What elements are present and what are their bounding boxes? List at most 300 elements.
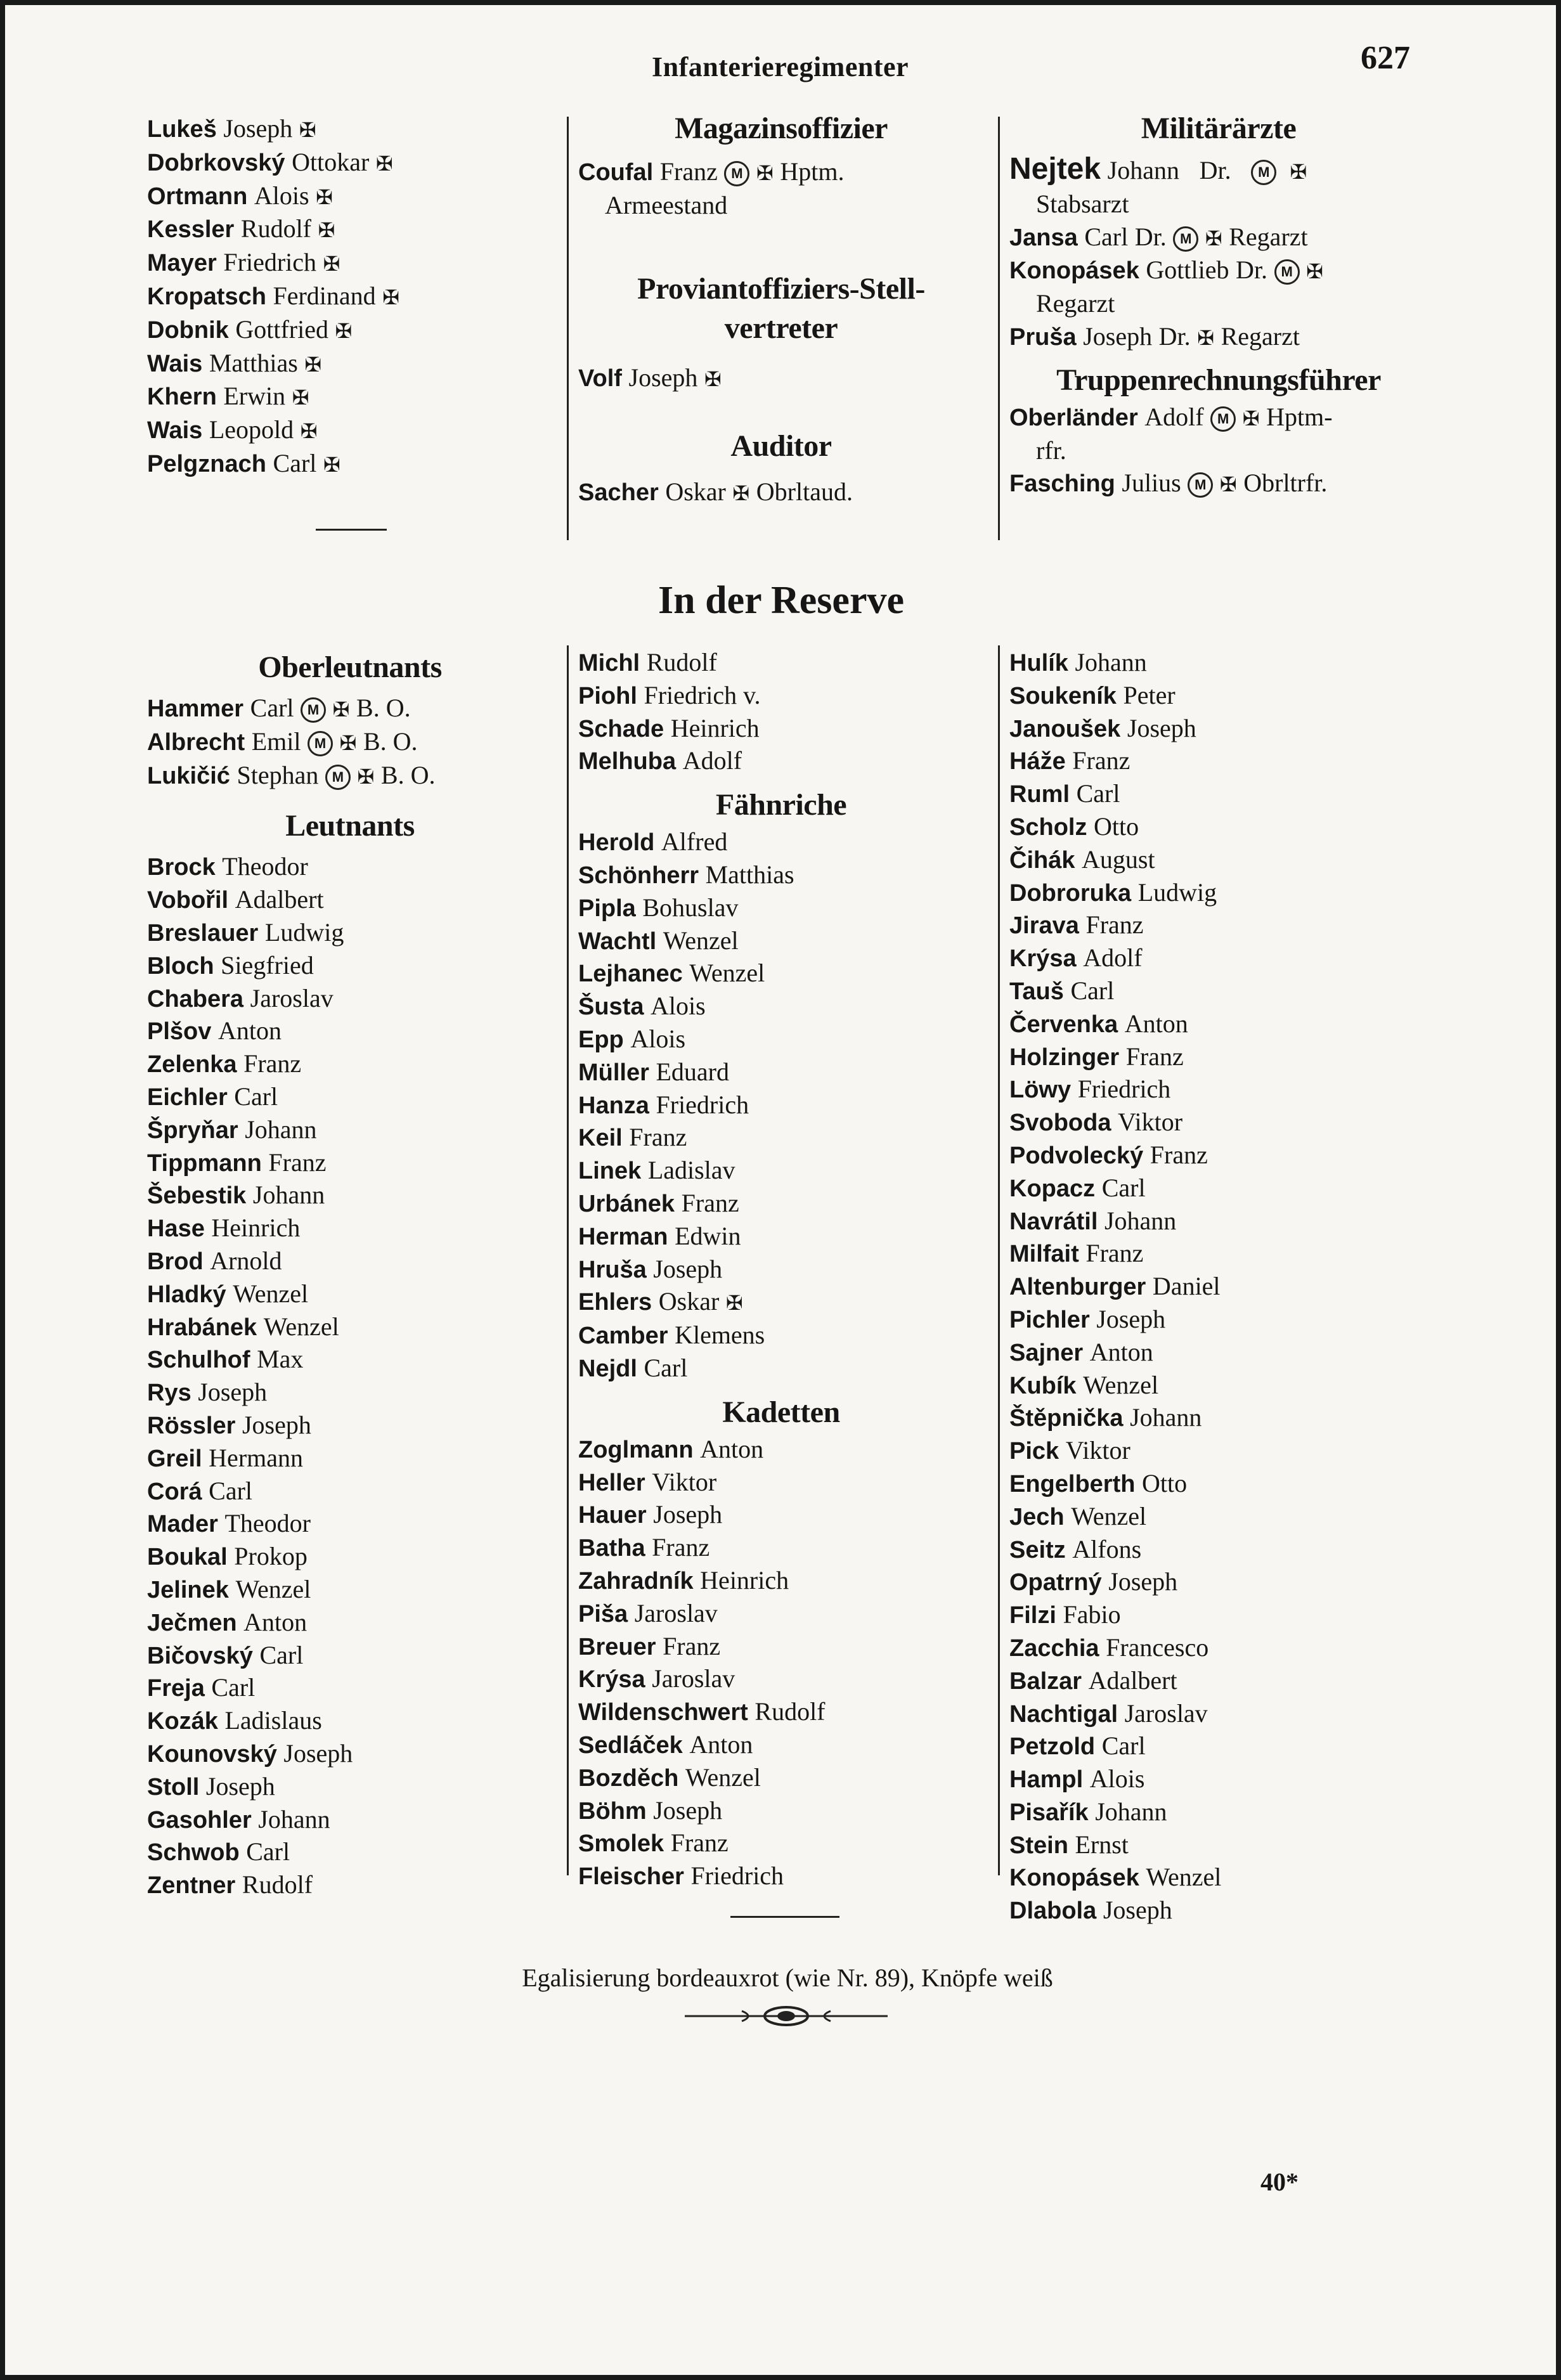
surname: Linek bbox=[578, 1158, 642, 1185]
given-name: Alfons bbox=[1072, 1534, 1142, 1563]
surname: Schwob bbox=[147, 1839, 240, 1866]
leutnants-list bbox=[147, 851, 553, 1902]
list-item bbox=[578, 859, 984, 892]
surname: Lukeš bbox=[147, 116, 217, 143]
surname: Dobnik bbox=[147, 316, 229, 344]
cross-icon: ✠ bbox=[1306, 259, 1323, 284]
list-item bbox=[147, 1376, 553, 1409]
given-name: Otto bbox=[1142, 1468, 1188, 1497]
surname: Piša bbox=[578, 1600, 628, 1627]
rechnung-entry-2: Fasching Julius M ✠ Obrltrfr. bbox=[1009, 469, 1328, 498]
surname: Urbánek bbox=[578, 1190, 675, 1217]
list-item bbox=[578, 1565, 984, 1598]
given-name: Klemens bbox=[675, 1321, 765, 1350]
list-item bbox=[578, 1187, 984, 1220]
list-item bbox=[1009, 1205, 1428, 1238]
surname: Hanza bbox=[578, 1092, 649, 1119]
list-item bbox=[578, 892, 984, 925]
given-name: Joseph bbox=[1108, 1567, 1178, 1596]
given-name: Carl bbox=[644, 1353, 688, 1382]
given-name: Ferdinand bbox=[273, 281, 376, 310]
given-name: Johann bbox=[1075, 648, 1147, 676]
rechnung-entry-1: Oberländer Adolf M ✠ Hptm- bbox=[1009, 402, 1333, 431]
surname: Dobrkovský bbox=[147, 149, 285, 176]
m-badge-icon: M bbox=[308, 731, 333, 756]
given-name: Joseph bbox=[1096, 1304, 1166, 1333]
given-name: Carl bbox=[250, 694, 294, 722]
surname: Tippmann bbox=[147, 1149, 262, 1177]
surname: Červenka bbox=[1009, 1011, 1118, 1038]
given-name: Franz bbox=[629, 1123, 687, 1152]
surname: Ruml bbox=[1009, 781, 1070, 808]
list-item bbox=[1009, 1106, 1428, 1139]
list-item bbox=[147, 280, 553, 314]
aerzte-entry-1-cont: Stabsarzt bbox=[1036, 189, 1129, 218]
given-name: Viktor bbox=[652, 1467, 717, 1496]
list-item bbox=[1009, 1599, 1428, 1632]
given-name: Rudolf bbox=[646, 648, 717, 676]
surname: Müller bbox=[578, 1059, 649, 1086]
given-name: Franz bbox=[1085, 910, 1144, 940]
given-name: Carl bbox=[1101, 1731, 1146, 1761]
surname: Camber bbox=[578, 1323, 668, 1350]
list-item bbox=[147, 983, 553, 1016]
surname: Bozděch bbox=[578, 1764, 679, 1792]
given-name: Adolf bbox=[1083, 943, 1143, 973]
surname: Brock bbox=[147, 854, 216, 881]
given-name: Johann bbox=[252, 1180, 325, 1210]
list-item bbox=[1009, 1698, 1428, 1731]
list-item bbox=[578, 925, 984, 958]
surname: Melhuba bbox=[578, 748, 677, 775]
surname: Filzi bbox=[1009, 1602, 1056, 1629]
surname: Hrabánek bbox=[147, 1314, 257, 1341]
reserve-heading: In der Reserve bbox=[658, 579, 904, 622]
given-name: Wenzel bbox=[685, 1762, 761, 1792]
list-item bbox=[147, 1705, 553, 1738]
surname: Wachtl bbox=[578, 928, 657, 955]
list-item bbox=[1009, 1041, 1428, 1074]
list-item bbox=[1009, 1501, 1428, 1534]
surname: Jelinek bbox=[147, 1576, 229, 1603]
surname: Herman bbox=[578, 1223, 668, 1250]
m-badge-icon: M bbox=[1173, 226, 1198, 252]
surname: Heller bbox=[578, 1469, 645, 1496]
surname: Hammer bbox=[147, 695, 244, 722]
list-item bbox=[1009, 1303, 1428, 1336]
list-item bbox=[1009, 1238, 1428, 1271]
list-item bbox=[147, 1738, 553, 1771]
given-name: Franz bbox=[1125, 1042, 1184, 1071]
surname: Hauer bbox=[578, 1502, 647, 1529]
section-heading-proviant-l2: vertreter bbox=[724, 311, 838, 345]
given-name: Gottfried bbox=[235, 314, 328, 344]
list-item bbox=[1009, 680, 1428, 713]
section-heading-militaeraerzte: Militärärzte bbox=[1141, 112, 1297, 145]
divider-top-left bbox=[567, 117, 569, 540]
list-item bbox=[147, 247, 553, 280]
aerzte-entry-1: Nejtek Johann Dr. M ✠ bbox=[1009, 152, 1307, 186]
kadetten-list bbox=[578, 1433, 984, 1893]
list-item bbox=[147, 1147, 553, 1180]
given-name: Ottokar bbox=[292, 147, 370, 176]
magazin-entry: Coufal Franz M ✠ Hptm. bbox=[578, 157, 845, 186]
cross-icon: ✠ bbox=[704, 366, 722, 391]
surname: Böhm bbox=[578, 1797, 647, 1825]
given-name: Ludwig bbox=[1137, 877, 1217, 907]
list-item bbox=[147, 213, 553, 247]
surname: Ortmann bbox=[147, 183, 248, 210]
surname: Opatrný bbox=[1009, 1569, 1102, 1596]
cross-icon: ✠ bbox=[339, 730, 357, 755]
surname: Krýsa bbox=[1009, 945, 1077, 973]
given-name: Friedrich v. bbox=[644, 680, 761, 709]
surname: Corá bbox=[147, 1478, 202, 1505]
surname: Balzar bbox=[1009, 1667, 1082, 1695]
cross-icon: ✠ bbox=[732, 481, 750, 506]
surname: Schulhof bbox=[147, 1347, 250, 1374]
magazin-entry-cont: Armeestand bbox=[605, 190, 728, 219]
section-heading-oberleutnants: Oberleutnants bbox=[258, 650, 442, 684]
surname: Batha bbox=[578, 1535, 645, 1562]
list-item bbox=[1009, 1566, 1428, 1599]
surname: Krýsa bbox=[578, 1666, 645, 1693]
surname: Scholz bbox=[1009, 813, 1087, 841]
divider-top-right bbox=[998, 117, 1000, 540]
list-item bbox=[578, 1286, 984, 1319]
given-name: Carl bbox=[234, 1082, 278, 1111]
section-heading-leutnants: Leutnants bbox=[285, 809, 415, 843]
given-name: Ladislav bbox=[647, 1156, 735, 1185]
given-name: Franz bbox=[663, 1631, 721, 1660]
list-item bbox=[147, 692, 553, 726]
given-name: Johann bbox=[258, 1804, 330, 1834]
section-heading-rechnungsfuehrer: Truppenrechnungsführer bbox=[1056, 363, 1381, 397]
surname: Konopásek bbox=[1009, 1865, 1139, 1892]
surname: Zacchia bbox=[1009, 1634, 1099, 1662]
surname: Seitz bbox=[1009, 1536, 1066, 1563]
surname: Chabera bbox=[147, 985, 244, 1012]
surname: Breuer bbox=[578, 1633, 656, 1660]
list-item bbox=[1009, 1861, 1428, 1894]
rank-note: B. O. bbox=[380, 760, 436, 789]
list-item bbox=[1009, 1665, 1428, 1698]
list-item bbox=[578, 1220, 984, 1253]
cross-icon: ✠ bbox=[382, 285, 400, 309]
surname: Michl bbox=[578, 650, 640, 676]
cross-icon: ✠ bbox=[756, 161, 774, 185]
surname: Holzinger bbox=[1009, 1044, 1120, 1071]
list-item bbox=[1009, 1139, 1428, 1172]
list-item bbox=[578, 1154, 984, 1187]
surname: Keil bbox=[578, 1125, 623, 1152]
given-name: Francesco bbox=[1106, 1633, 1209, 1662]
given-name: Carl bbox=[259, 1640, 304, 1669]
list-item bbox=[147, 314, 553, 347]
given-name: Peter bbox=[1123, 680, 1176, 709]
surname: Fleischer bbox=[578, 1863, 684, 1891]
given-name: Alois bbox=[630, 1024, 686, 1053]
cross-icon: ✠ bbox=[357, 764, 375, 789]
surname: Wais bbox=[147, 350, 203, 377]
given-name: Bohuslav bbox=[642, 893, 739, 922]
list-item bbox=[1009, 1336, 1428, 1369]
given-name: Franz bbox=[1085, 1239, 1144, 1268]
given-name: Prokop bbox=[234, 1542, 308, 1571]
list-item bbox=[1009, 1763, 1428, 1796]
list-item bbox=[578, 1631, 984, 1664]
given-name: Carl bbox=[211, 1673, 256, 1702]
list-item bbox=[1009, 1796, 1428, 1829]
surname: Nachtigal bbox=[1009, 1700, 1118, 1728]
list-item bbox=[147, 1574, 553, 1607]
given-name: Theodor bbox=[224, 1509, 311, 1538]
given-name: Carl bbox=[246, 1837, 290, 1866]
list-item bbox=[1009, 713, 1428, 746]
list-item bbox=[147, 1015, 553, 1048]
given-name: Franz bbox=[670, 1828, 729, 1858]
given-name: Edwin bbox=[675, 1221, 741, 1250]
m-badge-icon: M bbox=[1274, 259, 1300, 285]
given-name: Erwin bbox=[223, 382, 286, 411]
list-item bbox=[578, 1319, 984, 1352]
given-name: Anton bbox=[1124, 1009, 1188, 1038]
given-name: Joseph bbox=[242, 1410, 311, 1439]
list-item bbox=[578, 1762, 984, 1795]
section-heading-auditor: Auditor bbox=[730, 429, 832, 463]
list-item bbox=[147, 347, 553, 381]
list-item bbox=[1009, 1369, 1428, 1402]
list-item bbox=[1009, 909, 1428, 942]
list-item bbox=[147, 1343, 553, 1376]
surname: Zentner bbox=[147, 1872, 236, 1899]
surname: Smolek bbox=[578, 1830, 664, 1858]
surname: Greil bbox=[147, 1445, 202, 1472]
given-name: Wenzel bbox=[689, 959, 765, 988]
cross-icon: ✠ bbox=[316, 184, 333, 209]
surname: Dlabola bbox=[1009, 1898, 1097, 1925]
list-item bbox=[578, 1433, 984, 1466]
given-name: Ladislaus bbox=[224, 1706, 322, 1735]
m-badge-icon: M bbox=[1251, 160, 1276, 185]
list-item bbox=[1009, 975, 1428, 1008]
given-name: Stephan bbox=[236, 760, 319, 789]
surname: Svoboda bbox=[1009, 1109, 1111, 1137]
given-name: Franz bbox=[681, 1188, 739, 1217]
cross-icon: ✠ bbox=[332, 697, 350, 721]
cross-icon: ✠ bbox=[299, 118, 316, 142]
surname: Gasohler bbox=[147, 1806, 252, 1834]
cross-icon: ✠ bbox=[304, 352, 322, 377]
given-name: Siegfried bbox=[221, 950, 314, 980]
divider-reserve-left bbox=[567, 645, 569, 1875]
list-item bbox=[147, 1771, 553, 1804]
list-item bbox=[578, 1466, 984, 1499]
surname: Mader bbox=[147, 1511, 218, 1538]
auditor-entry: Sacher Oskar ✠ Obrltaud. bbox=[578, 477, 853, 507]
list-item bbox=[147, 1836, 553, 1869]
top-right-column bbox=[1009, 110, 1428, 501]
list-item bbox=[147, 1081, 553, 1114]
cross-icon: ✠ bbox=[1290, 160, 1307, 184]
page bbox=[5, 5, 1556, 2375]
given-name: Friedrich bbox=[656, 1090, 749, 1119]
surname: Pichler bbox=[1009, 1306, 1090, 1333]
aerzte-entry-2: Jansa Carl Dr. M ✠ Regarzt bbox=[1009, 222, 1308, 251]
list-item bbox=[147, 1804, 553, 1837]
given-name: Adalbert bbox=[235, 885, 324, 914]
list-item bbox=[1009, 1534, 1428, 1567]
given-name: Rudolf bbox=[240, 214, 312, 243]
reserve-right-column bbox=[1009, 647, 1428, 1927]
given-name: Anton bbox=[1089, 1337, 1153, 1366]
given-name: Anton bbox=[689, 1730, 753, 1759]
list-item bbox=[147, 448, 553, 481]
given-name: Jaroslav bbox=[634, 1598, 718, 1627]
list-item bbox=[1009, 745, 1428, 778]
list-item bbox=[147, 1409, 553, 1442]
surname: Vobořil bbox=[147, 887, 229, 914]
given-name: Joseph bbox=[653, 1500, 723, 1529]
surname: Pelgznach bbox=[147, 450, 266, 477]
surname: Wildenschwert bbox=[578, 1699, 748, 1726]
surname: Breslauer bbox=[147, 919, 259, 947]
list-item bbox=[578, 1056, 984, 1089]
surname: Kounovský bbox=[147, 1740, 277, 1768]
surname: Epp bbox=[578, 1026, 624, 1053]
list-item bbox=[1009, 1402, 1428, 1435]
given-name: Wenzel bbox=[663, 926, 739, 955]
surname: Mayer bbox=[147, 250, 217, 277]
list-item bbox=[147, 884, 553, 917]
list-item bbox=[1009, 778, 1428, 811]
surname: Jirava bbox=[1009, 912, 1079, 940]
surname: Pick bbox=[1009, 1438, 1059, 1465]
cross-icon: ✠ bbox=[1242, 406, 1260, 430]
surname: Engelberth bbox=[1009, 1470, 1136, 1497]
given-name: Hermann bbox=[209, 1443, 303, 1472]
given-name: Joseph bbox=[653, 1254, 723, 1283]
surname: Petzold bbox=[1009, 1733, 1096, 1761]
cross-icon: ✠ bbox=[335, 318, 353, 343]
surname: Lukičić bbox=[147, 762, 230, 789]
list-item bbox=[1009, 1435, 1428, 1468]
list-item bbox=[147, 1475, 553, 1508]
cross-icon: ✠ bbox=[323, 252, 340, 276]
surname: Podvolecký bbox=[1009, 1142, 1144, 1169]
given-name: Oskar bbox=[658, 1287, 720, 1316]
list-item bbox=[1009, 811, 1428, 844]
given-name: Friedrich bbox=[690, 1861, 784, 1891]
surname: Löwy bbox=[1009, 1077, 1072, 1104]
closing-rule bbox=[730, 1916, 839, 1918]
reserve-mid-column bbox=[578, 647, 984, 1893]
surname: Kopacz bbox=[1009, 1175, 1096, 1202]
surname: Plšov bbox=[147, 1018, 212, 1045]
given-name: Matthias bbox=[705, 860, 794, 889]
given-name: Joseph bbox=[653, 1795, 723, 1825]
list-item bbox=[147, 760, 553, 793]
surname: Pisařík bbox=[1009, 1799, 1089, 1826]
given-name: Carl bbox=[1101, 1173, 1146, 1202]
given-name: Anton bbox=[243, 1607, 308, 1636]
given-name: Franz bbox=[243, 1049, 302, 1078]
surname: Rys bbox=[147, 1380, 191, 1407]
section-heading-faehnriche: Fähnriche bbox=[715, 788, 847, 822]
list-item bbox=[147, 1541, 553, 1574]
surname: Lejhanec bbox=[578, 960, 683, 988]
given-name: Otto bbox=[1094, 812, 1139, 841]
cross-icon: ✠ bbox=[300, 419, 318, 444]
list-item bbox=[147, 1278, 553, 1311]
list-item bbox=[578, 1860, 984, 1893]
given-name: Heinrich bbox=[670, 713, 760, 742]
given-name: Wenzel bbox=[1146, 1863, 1222, 1892]
given-name: Adolf bbox=[682, 746, 742, 775]
list-item bbox=[147, 1672, 553, 1705]
m-badge-icon: M bbox=[1210, 406, 1236, 432]
list-item bbox=[147, 180, 553, 214]
top-mid-column bbox=[578, 110, 984, 510]
short-rule-left bbox=[316, 529, 387, 531]
list-item bbox=[147, 950, 553, 983]
given-name: Johann bbox=[1130, 1403, 1202, 1432]
ornament-icon bbox=[685, 2002, 888, 2030]
top-left-list bbox=[147, 113, 553, 481]
list-item bbox=[1009, 844, 1428, 877]
rank-note: B. O. bbox=[363, 727, 418, 756]
surname: Špryňar bbox=[147, 1116, 238, 1144]
given-name: Eduard bbox=[656, 1057, 729, 1086]
oberleutnants-list bbox=[147, 692, 553, 792]
surname: Tauš bbox=[1009, 978, 1064, 1005]
list-item bbox=[147, 1212, 553, 1245]
list-item bbox=[1009, 877, 1428, 910]
surname: Eichler bbox=[147, 1083, 228, 1111]
given-name: Alois bbox=[1089, 1764, 1145, 1794]
surname: Wais bbox=[147, 417, 203, 444]
list-item bbox=[1009, 1073, 1428, 1106]
list-item bbox=[147, 1179, 553, 1212]
given-name: Johann bbox=[1104, 1206, 1177, 1235]
given-name: Ludwig bbox=[264, 917, 344, 947]
list-item bbox=[1009, 1829, 1428, 1862]
list-item bbox=[147, 1245, 553, 1278]
list-item bbox=[147, 1048, 553, 1081]
list-item bbox=[578, 1532, 984, 1565]
given-name: Matthias bbox=[209, 348, 298, 377]
given-name: Joseph bbox=[198, 1378, 268, 1407]
cross-icon: ✠ bbox=[292, 385, 309, 410]
surname: Bloch bbox=[147, 952, 214, 980]
given-name: Johann bbox=[245, 1115, 317, 1144]
cross-icon: ✠ bbox=[323, 452, 340, 477]
rank-note: B. O. bbox=[356, 694, 411, 722]
given-name: Franz bbox=[1150, 1140, 1208, 1169]
cross-icon: ✠ bbox=[725, 1291, 743, 1316]
sheet-signature: 40* bbox=[1260, 2168, 1299, 2196]
given-name: Viktor bbox=[1118, 1108, 1183, 1137]
given-name: Franz bbox=[1072, 746, 1130, 775]
list-item bbox=[578, 1122, 984, 1154]
list-item bbox=[578, 1253, 984, 1286]
given-name: Carl bbox=[1070, 976, 1115, 1005]
rechnung-entry-1-cont: rfr. bbox=[1036, 436, 1066, 465]
surname: Stoll bbox=[147, 1773, 200, 1801]
given-name: Wenzel bbox=[263, 1312, 339, 1341]
surname: Šusta bbox=[578, 993, 644, 1021]
given-name: Wenzel bbox=[1071, 1501, 1147, 1530]
